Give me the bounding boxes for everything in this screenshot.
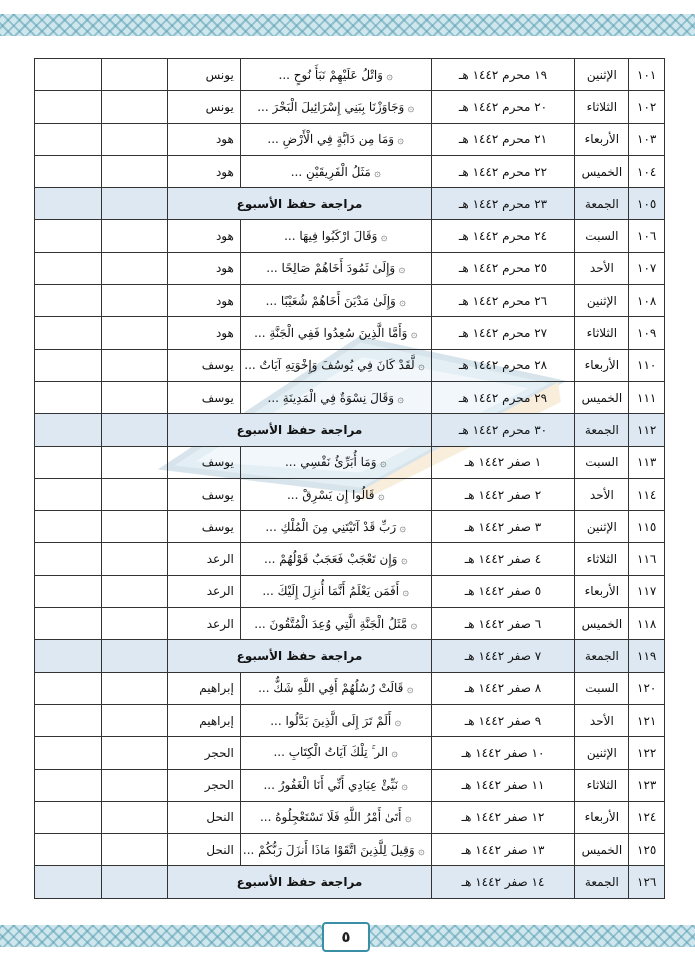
empty-cell [101,834,168,866]
day-cell: الجمعة [575,188,629,220]
date-cell: ٥ صفر ١٤٤٢ هـ [431,575,575,607]
verse-ornament-icon: ۞ [376,456,387,470]
day-cell: السبت [575,672,629,704]
row-number-cell: ١٢٠ [629,672,665,704]
surah-cell: هود [168,155,240,187]
verse-text: لَّقَدْ كَانَ فِي يُوسُفَ وَإِخْوَتِهِ آيَاتٌ ... [244,358,415,373]
decorative-top-border [0,14,695,36]
verse-cell [240,834,431,866]
verse-text: وَإِلَىٰ ثَمُودَ أَخَاهُمْ صَالِحًا ... [266,261,396,276]
verse-ornament-icon: ۞ [414,359,425,373]
verse-ornament-icon: ۞ [397,553,408,567]
verse-text: وَإِن تَعْجَبْ فَعَجَبٌ قَوْلُهُمْ ... [264,552,398,567]
empty-cell [101,608,168,640]
row-number-cell: ١١٩ [629,640,665,672]
verse-cell [240,252,431,284]
verse-ornament-icon: ۞ [399,585,410,599]
empty-cell [35,285,102,317]
surah-cell: يوسف [168,446,240,478]
verse-cell [240,575,431,607]
surah-cell: الرعد [168,543,240,575]
verse-text: الر ۚ تِلْكَ آيَاتُ الْكِتَابِ ... [273,745,389,760]
table-row [35,155,665,187]
verse-cell [240,608,431,640]
row-number-cell: ١١٠ [629,349,665,381]
surah-cell: الحجر [168,737,240,769]
table-row [35,317,665,349]
empty-cell [101,446,168,478]
day-cell: الأربعاء [575,349,629,381]
empty-cell [101,155,168,187]
empty-cell [35,91,102,123]
day-cell: الجمعة [575,866,629,898]
empty-cell [35,478,102,510]
verse-cell [240,704,431,736]
date-cell: ٢٢ محرم ١٤٤٢ هـ [431,155,575,187]
row-number-cell: ١٠٣ [629,123,665,155]
verse-ornament-icon: ۞ [403,682,414,696]
date-cell: ٨ صفر ١٤٤٢ هـ [431,672,575,704]
empty-cell [35,511,102,543]
day-cell: السبت [575,220,629,252]
verse-text: أَفَمَن يَعْلَمُ أَنَّمَا أُنزِلَ إِلَيْكَ ... [262,584,400,599]
empty-cell [35,543,102,575]
surah-cell: هود [168,317,240,349]
row-number-cell: ١٢٦ [629,866,665,898]
verse-cell [240,543,431,575]
date-cell: ٢٦ محرم ١٤٤٢ هـ [431,285,575,317]
table-row [35,285,665,317]
day-cell: الأربعاء [575,575,629,607]
row-number-cell: ١٠٧ [629,252,665,284]
row-number-cell: ١٠١ [629,59,665,91]
day-cell: السبت [575,446,629,478]
row-number-cell: ١١١ [629,381,665,413]
date-cell: ٦ صفر ١٤٤٢ هـ [431,608,575,640]
verse-ornament-icon: ۞ [414,843,425,857]
empty-cell [101,672,168,704]
empty-cell [35,446,102,478]
date-cell: ٢٣ محرم ١٤٤٢ هـ [431,188,575,220]
verse-text: وَقِيلَ لِلَّذِينَ اتَّقَوْا مَاذَا أَنزَلَ رَبُّكُمْ ... [242,842,415,857]
date-cell: ١٠ صفر ١٤٤٢ هـ [431,737,575,769]
row-number-cell: ١١٦ [629,543,665,575]
day-cell: الخميس [575,834,629,866]
empty-cell [101,769,168,801]
verse-cell [240,511,431,543]
surah-cell: يوسف [168,478,240,510]
verse-cell [240,91,431,123]
weekly-review-cell: مراجعة حفظ الأسبوع [168,640,431,672]
verse-text: وَأَمَّا الَّذِينَ سُعِدُوا فَفِي الْجَنَّةِ ... [254,326,408,341]
day-cell: الإثنين [575,511,629,543]
verse-cell [240,349,431,381]
table-row [35,123,665,155]
verse-cell [240,737,431,769]
surah-cell: هود [168,252,240,284]
date-cell: ٢٨ محرم ١٤٤٢ هـ [431,349,575,381]
table-row [35,801,665,833]
verse-cell [240,123,431,155]
verse-ornament-icon: ۞ [370,165,381,179]
weekly-review-cell: مراجعة حفظ الأسبوع [168,414,431,446]
surah-cell: يونس [168,59,240,91]
table-row [35,737,665,769]
empty-cell [35,188,102,220]
row-number-cell: ١٢٣ [629,769,665,801]
row-number-cell: ١٠٩ [629,317,665,349]
date-cell: ٢٥ محرم ١٤٤٢ هـ [431,252,575,284]
page-number: ٥ [322,922,370,952]
verse-ornament-icon: ۞ [404,100,415,114]
day-cell: الجمعة [575,414,629,446]
empty-cell [35,381,102,413]
empty-cell [101,188,168,220]
row-number-cell: ١١٣ [629,446,665,478]
day-cell: الإثنين [575,59,629,91]
date-cell: ٢١ محرم ١٤٤٢ هـ [431,123,575,155]
row-number-cell: ١١٨ [629,608,665,640]
empty-cell [35,252,102,284]
empty-cell [35,575,102,607]
surah-cell: هود [168,123,240,155]
empty-cell [101,220,168,252]
empty-cell [101,801,168,833]
empty-cell [101,91,168,123]
date-cell: ١٣ صفر ١٤٤٢ هـ [431,834,575,866]
verse-text: وَاتْلُ عَلَيْهِمْ نَبَأَ نُوحٍ ... [278,67,383,82]
table-row [35,381,665,413]
row-number-cell: ١٢٤ [629,801,665,833]
date-cell: ٧ صفر ١٤٤٢ هـ [431,640,575,672]
day-cell: الثلاثاء [575,91,629,123]
empty-cell [35,834,102,866]
verse-text: أَلَمْ تَرَ إِلَى الَّذِينَ بَدَّلُوا ... [270,713,392,728]
empty-cell [35,220,102,252]
surah-cell: يوسف [168,381,240,413]
row-number-cell: ١٠٤ [629,155,665,187]
verse-ornament-icon: ۞ [395,262,406,276]
date-cell: ١٩ محرم ١٤٤٢ هـ [431,59,575,91]
table-row [35,608,665,640]
verse-text: وَقَالَ ارْكَبُوا فِيهَا ... [284,229,378,244]
empty-cell [101,252,168,284]
verse-ornament-icon: ۞ [407,617,418,631]
surah-cell: الرعد [168,608,240,640]
verse-ornament-icon: ۞ [382,68,393,82]
row-number-cell: ١٢٢ [629,737,665,769]
empty-cell [101,575,168,607]
date-cell: ٢٠ محرم ١٤٤٢ هـ [431,91,575,123]
day-cell: الأربعاء [575,123,629,155]
row-number-cell: ١١٢ [629,414,665,446]
table-row [35,59,665,91]
verse-cell [240,285,431,317]
date-cell: ١٤ صفر ١٤٤٢ هـ [431,866,575,898]
day-cell: الأحد [575,478,629,510]
date-cell: ٤ صفر ١٤٤٢ هـ [431,543,575,575]
verse-text: وَجَاوَزْنَا بِبَنِي إِسْرَائِيلَ الْبَحْرَ ... [257,99,405,114]
row-number-cell: ١٢٥ [629,834,665,866]
table-row [35,575,665,607]
empty-cell [101,866,168,898]
table-row [35,834,665,866]
verse-ornament-icon: ۞ [395,294,406,308]
surah-cell: النحل [168,801,240,833]
empty-cell [101,511,168,543]
empty-cell [101,381,168,413]
date-cell: ٣٠ محرم ١٤٤٢ هـ [431,414,575,446]
verse-ornament-icon: ۞ [374,488,385,502]
date-cell: ٢٩ محرم ١٤٤٢ هـ [431,381,575,413]
verse-text: رَبِّ قَدْ آتَيْتَنِي مِنَ الْمُلْكِ ... [265,519,397,534]
row-number-cell: ١١٥ [629,511,665,543]
memorization-schedule-table [34,58,665,899]
empty-cell [101,478,168,510]
verse-cell [240,801,431,833]
verse-ornament-icon: ۞ [377,230,388,244]
verse-text: وَقَالَ نِسْوَةٌ فِي الْمَدِينَةِ ... [267,390,394,405]
empty-cell [35,59,102,91]
verse-ornament-icon: ۞ [394,133,405,147]
date-cell: ٢ صفر ١٤٤٢ هـ [431,478,575,510]
row-number-cell: ١١٧ [629,575,665,607]
table-row [35,349,665,381]
date-cell: ٣ صفر ١٤٤٢ هـ [431,511,575,543]
empty-cell [35,737,102,769]
row-number-cell: ١١٤ [629,478,665,510]
empty-cell [35,608,102,640]
weekly-review-cell: مراجعة حفظ الأسبوع [168,188,431,220]
empty-cell [101,59,168,91]
day-cell: الأحد [575,252,629,284]
table-row [35,769,665,801]
row-number-cell: ١٠٦ [629,220,665,252]
verse-text: وَإِلَىٰ مَدْيَنَ أَخَاهُمْ شُعَيْبًا ... [265,293,396,308]
empty-cell [35,155,102,187]
verse-cell [240,59,431,91]
day-cell: الجمعة [575,640,629,672]
table-row [35,543,665,575]
verse-text: وَمَا مِن دَابَّةٍ فِي الْأَرْضِ ... [267,132,395,147]
row-number-cell: ١٠٢ [629,91,665,123]
row-number-cell: ١٢١ [629,704,665,736]
verse-cell [240,317,431,349]
empty-cell [35,123,102,155]
table-row [35,91,665,123]
table-row [35,220,665,252]
day-cell: الخميس [575,608,629,640]
empty-cell [35,672,102,704]
empty-cell [35,414,102,446]
date-cell: ١١ صفر ١٤٤٢ هـ [431,769,575,801]
day-cell: الخميس [575,155,629,187]
verse-text: نَبِّئْ عِبَادِي أَنِّي أَنَا الْغَفُورُ ... [263,778,398,793]
review-row [35,188,665,220]
verse-ornament-icon: ۞ [398,779,408,793]
surah-cell: النحل [168,834,240,866]
review-row [35,640,665,672]
empty-cell [35,640,102,672]
verse-text: وَمَا أُبَرِّئُ نَفْسِي ... [284,455,377,470]
empty-cell [101,285,168,317]
empty-cell [35,349,102,381]
empty-cell [101,640,168,672]
surah-cell: هود [168,220,240,252]
surah-cell: الحجر [168,769,240,801]
surah-cell: الرعد [168,575,240,607]
verse-ornament-icon: ۞ [391,714,402,728]
empty-cell [101,737,168,769]
empty-cell [35,317,102,349]
date-cell: ٢٤ محرم ١٤٤٢ هـ [431,220,575,252]
empty-cell [35,801,102,833]
verse-cell [240,220,431,252]
day-cell: الثلاثاء [575,543,629,575]
verse-ornament-icon: ۞ [396,520,407,534]
empty-cell [35,866,102,898]
verse-text: قَالُوا إِن يَسْرِقْ ... [286,487,375,502]
surah-cell: يونس [168,91,240,123]
empty-cell [101,543,168,575]
date-cell: ١٢ صفر ١٤٤٢ هـ [431,801,575,833]
empty-cell [35,704,102,736]
surah-cell: إبراهيم [168,704,240,736]
table-row [35,478,665,510]
verse-text: أَتَىٰ أَمْرُ اللَّهِ فَلَا تَسْتَعْجِلُوهُ ... [259,810,402,825]
table-row [35,704,665,736]
empty-cell [35,769,102,801]
verse-ornament-icon: ۞ [388,746,398,760]
day-cell: الإثنين [575,285,629,317]
verse-cell [240,478,431,510]
row-number-cell: ١٠٥ [629,188,665,220]
verse-ornament-icon: ۞ [394,391,404,405]
verse-ornament-icon: ۞ [401,811,412,825]
row-number-cell: ١٠٨ [629,285,665,317]
day-cell: الخميس [575,381,629,413]
empty-cell [101,704,168,736]
surah-cell: هود [168,285,240,317]
verse-cell [240,446,431,478]
date-cell: ٩ صفر ١٤٤٢ هـ [431,704,575,736]
weekly-review-cell: مراجعة حفظ الأسبوع [168,866,431,898]
review-row [35,414,665,446]
table-row [35,446,665,478]
verse-text: مَثَلُ الْفَرِيقَيْنِ ... [290,164,371,179]
verse-text: قَالَتْ رُسُلُهُمْ أَفِي اللَّهِ شَكٌّ ... [258,681,404,696]
empty-cell [101,317,168,349]
table-row [35,252,665,284]
empty-cell [101,349,168,381]
day-cell: الثلاثاء [575,769,629,801]
verse-cell [240,381,431,413]
surah-cell: يوسف [168,511,240,543]
verse-ornament-icon: ۞ [407,327,418,341]
surah-cell: يوسف [168,349,240,381]
verse-cell [240,769,431,801]
date-cell: ٢٧ محرم ١٤٤٢ هـ [431,317,575,349]
verse-text: مَّثَلُ الْجَنَّةِ الَّتِي وُعِدَ الْمُتَّقُونَ ... [254,616,408,631]
day-cell: الإثنين [575,737,629,769]
table-row [35,511,665,543]
date-cell: ١ صفر ١٤٤٢ هـ [431,446,575,478]
day-cell: الأربعاء [575,801,629,833]
review-row [35,866,665,898]
day-cell: الأحد [575,704,629,736]
table-row [35,672,665,704]
empty-cell [101,414,168,446]
empty-cell [101,123,168,155]
day-cell: الثلاثاء [575,317,629,349]
verse-cell [240,672,431,704]
surah-cell: إبراهيم [168,672,240,704]
verse-cell [240,155,431,187]
